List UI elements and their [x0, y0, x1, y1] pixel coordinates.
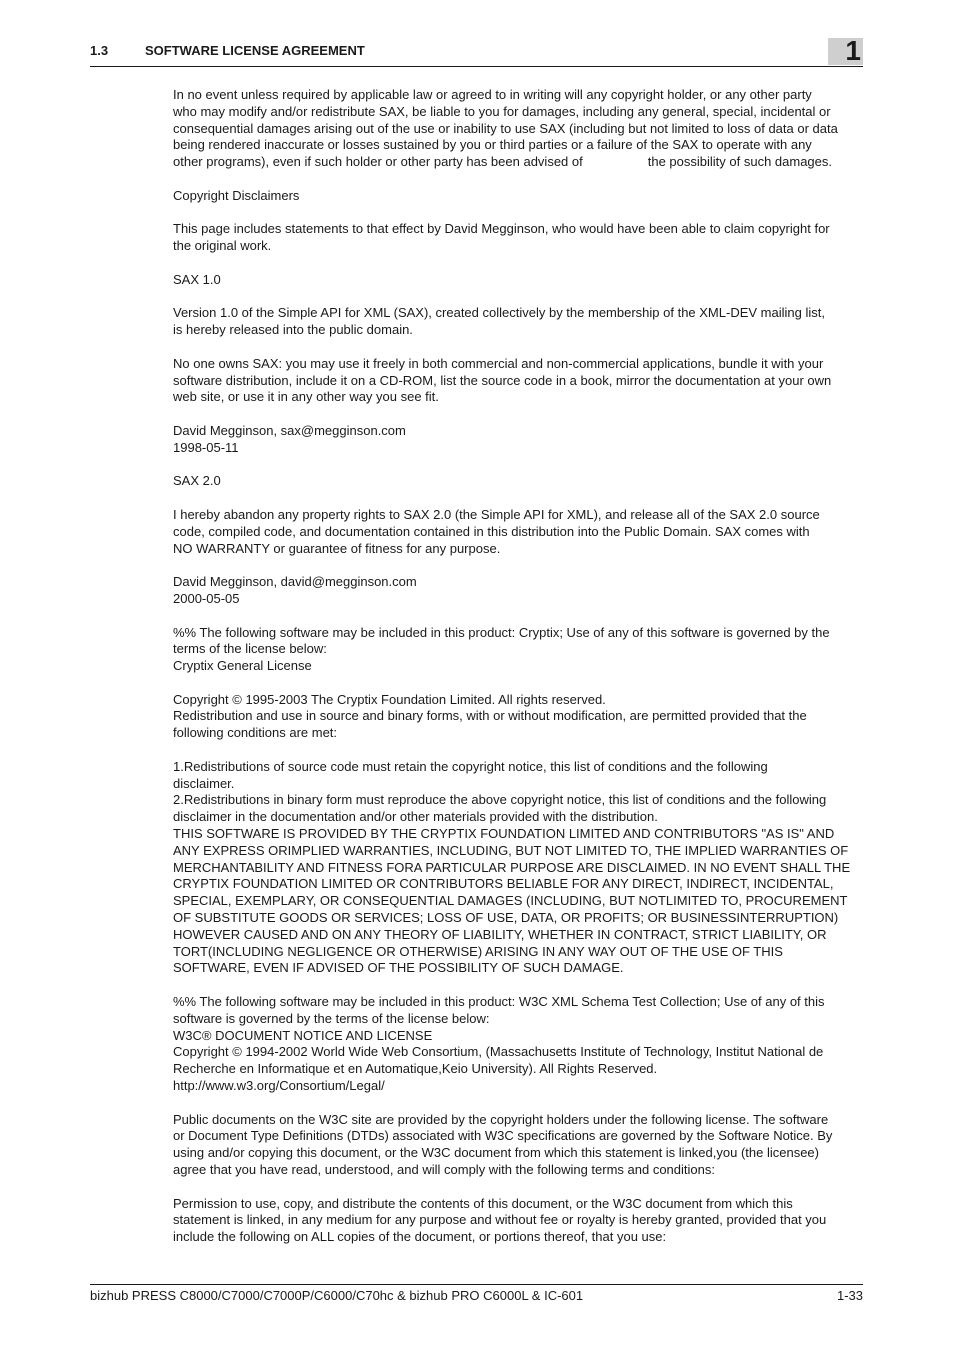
paragraph: SAX 1.0 — [173, 271, 221, 287]
paragraph: Public documents on the W3C site are provided by the copyright holders under the following license. The software or Document Type Definitions (DTDs) associated with W3C specifications are governed by the Software Notice. By using and/or copying this document, or the W3C document from which this statement is linked,you (the licensee) agree that you have read, understood, and will comply with the following terms and conditions: — [173, 1111, 833, 1177]
paragraph: No one owns SAX: you may use it freely in both commercial and non-commercial applications, bundle it with your software distribution, include it on a CD-ROM, list the source code in a book, mirror the documentation at your own web site, or use it in any other way you see fit. — [173, 355, 832, 405]
paragraph: In no event unless required by applicable law or agreed to in writing will any copyright holder, or any other party who may modify and/or redistribute SAX, be liable to you for damages, including any general, special, incidental or consequential damages arising out of the use or inability to use SAX (including but not limited to loss of data or data being rendered inaccurate or losses sustained by you or third parties or a failure of the SAX to operate with any other programs), even if such holder or other party has been advised of the possibility of such damages. — [173, 87, 838, 170]
section-title: SOFTWARE LICENSE AGREEMENT — [145, 43, 365, 58]
paragraph: %% The following software may be included in this product: W3C XML Schema Test Collection; Use of any of this software is governed by the terms of the license below: W3C® DOCUMENT NOTICE AND LICENSE Copyright © 1994-2002 World Wide Web Consortium, (Massachusetts Institute of Technology, Institut National de Recherche en Informatique et en Automatique,Keio University). All Rights Reserved. http://www.w3.org/Consortium/Legal/ — [173, 994, 825, 1094]
page-header — [90, 35, 863, 67]
chapter-badge — [828, 35, 863, 66]
paragraph: This page includes statements to that effect by David Megginson, who would have been able to claim copyright for the original work. — [173, 221, 830, 254]
chapter-number: 1 — [845, 35, 861, 66]
paragraph: Copyright Disclaimers — [173, 187, 300, 203]
footer-product: bizhub PRESS C8000/C7000/C7000P/C6000/C70hc & bizhub PRO C6000L & IC-601 — [90, 1288, 584, 1303]
body-text — [173, 87, 863, 1263]
paragraph: Copyright © 1995-2003 The Cryptix Foundation Limited. All rights reserved. Redistribution and use in source and binary forms, with or without modification, are permitted provided that the following conditions are met: — [173, 691, 807, 741]
section-number: 1.3 — [90, 43, 109, 58]
paragraph: %% The following software may be included in this product: Cryptix; Use of any of this software is governed by the terms of the license below: Cryptix General License — [173, 624, 830, 674]
paragraph: David Megginson, sax@megginson.com 1998-05-11 — [173, 422, 406, 455]
paragraph: SAX 2.0 — [173, 473, 221, 489]
paragraph: David Megginson, david@megginson.com 2000-05-05 — [173, 574, 417, 606]
paragraph: 1.Redistributions of source code must retain the copyright notice, this list of conditions and the following disclaimer. 2.Redistributions in binary form must reproduce the above copyright notice, this list of conditions and the following disclaimer in the documentation and/or other materials provided with the distribution. THIS SOFTWARE IS PROVIDED BY THE CRYPTIX FOUNDATION LIMITED AND CONTRIBUTORS "AS IS" AND ANY EXPRESS ORIMPLIED WARRANTIES, INCLUDING, BUT NOT LIMITED TO, THE IMPLIED WARRANTIES OF MERCHANTABILITY AND FITNESS FORA PARTICULAR PURPOSE ARE DISCLAIMED. IN NO EVENT SHALL THE CRYPTIX FOUNDATION LIMITED OR CONTRIBUTORS BELIABLE FOR ANY DIRECT, INDIRECT, INCIDENTAL, SPECIAL, EXEMPLARY, OR CONSEQUENTIAL DAMAGES (INCLUDING, BUT NOTLIMITED TO, PROCUREMENT OF SUBSTITUTE GOODS OR SERVICES; LOSS OF USE, DATA, OR PROFITS; OR BUSINESSINTERRUPTION) HOWEVER CAUSED AND ON ANY THEORY OF LIABILITY, WHETHER IN CONTRACT, STRICT LIABILITY, OR TORT(INCLUDING NEGLIGENCE OR OTHERWISE) ARISING IN ANY WAY OUT OF THE USE OF THIS SOFTWARE, EVEN IF ADVISED OF THE POSSIBILITY OF SUCH DAMAGE. — [173, 758, 851, 976]
paragraph: Version 1.0 of the Simple API for XML (SAX), created collectively by the membership of the XML-DEV mailing list, is hereby released into the public domain. — [173, 305, 825, 338]
footer-page-number: 1-33 — [836, 1288, 863, 1303]
page-footer — [90, 1284, 863, 1303]
paragraph: Permission to use, copy, and distribute the contents of this document, or the W3C document from which this statement is linked, in any medium for any purpose and without fee or royalty is hereby granted, provided that you include the following on ALL copies of the document, or portions thereof, that you use: — [173, 1195, 827, 1245]
paragraph: I hereby abandon any property rights to SAX 2.0 (the Simple API for XML), and release all of the SAX 2.0 source code, compiled code, and documentation contained in this distribution into the Public Domain. SAX comes with NO WARRANTY or guarantee of fitness for any purpose. — [173, 506, 820, 556]
